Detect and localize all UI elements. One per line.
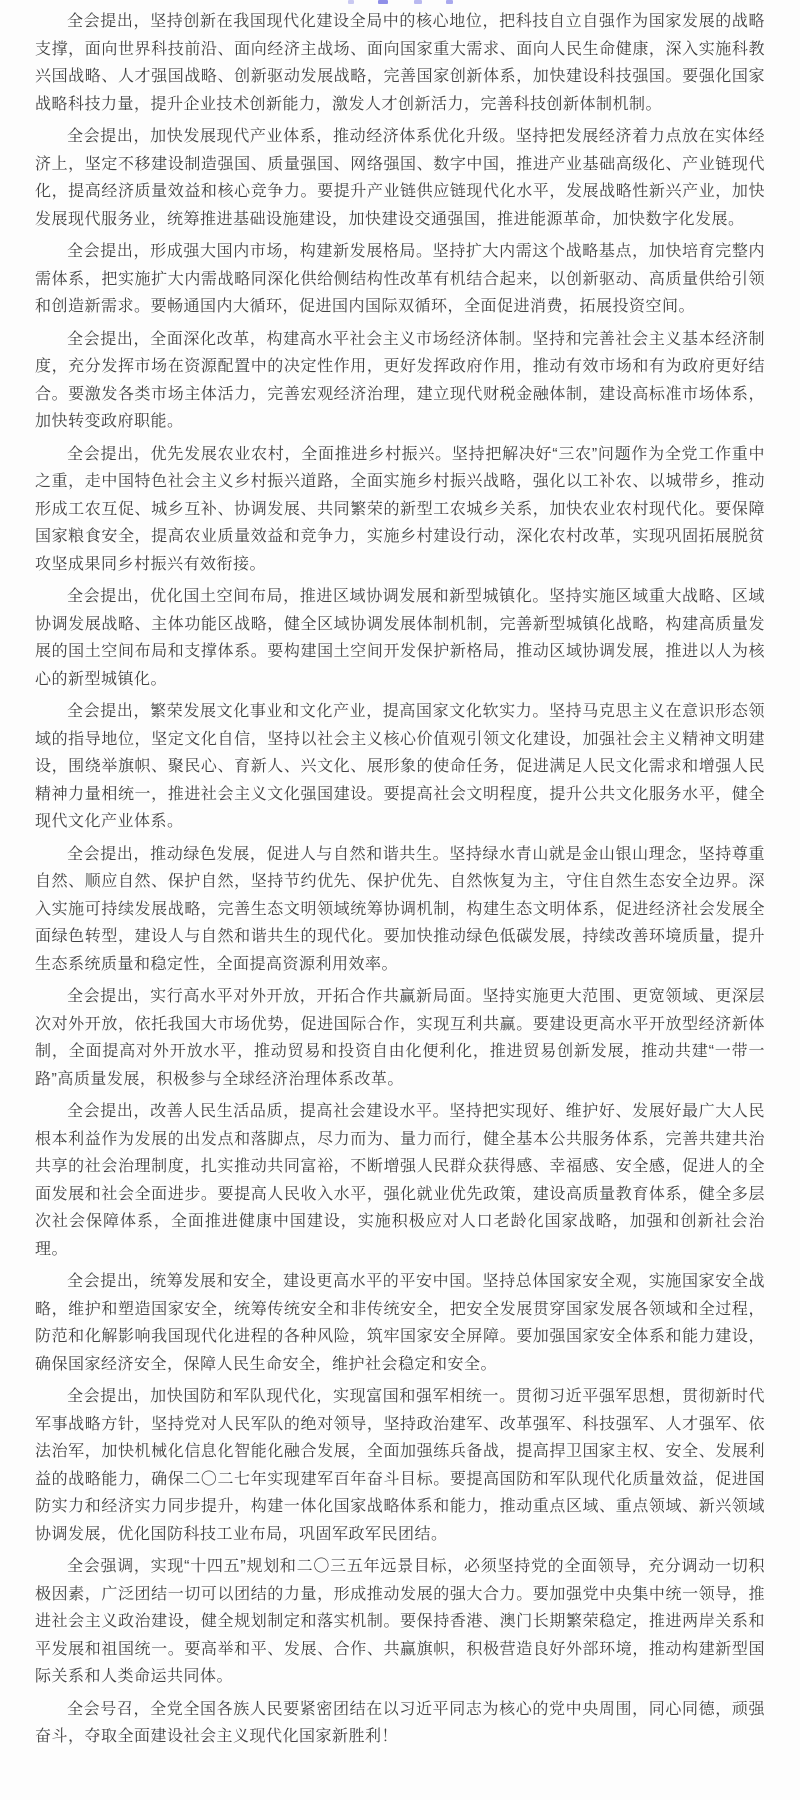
paragraph: 全会号召，全党全国各族人民要紧密团结在以习近平同志为核心的党中央周围，同心同德，顽强奋斗，夺取全面建设社会主义现代化国家新胜利！ xyxy=(35,1700,765,1745)
paragraph: 全会提出，全面深化改革，构建高水平社会主义市场经济体制。坚持和完善社会主义基本经济制度，充分发挥市场在资源配置中的决定性作用，更好发挥政府作用，推动有效市场和有为政府更好结合。要激发各类市场主体活力，完善宏观经济治理，建立现代财税金融体制，建设高标准市场体系，加快转变政府职能。 xyxy=(35,330,765,430)
paragraph: 全会提出，推动绿色发展，促进人与自然和谐共生。坚持绿水青山就是金山银山理念，坚持尊重自然、顺应自然、保护自然，坚持节约优先、保护优先、自然恢复为主，守住自然生态安全边界。深入实施可持续发展战略，完善生态文明领域统筹协调机制，构建生态文明体系，促进经济社会发展全面绿色转型，建设人与自然和谐共生的现代化。要加快推动绿色低碳发展，持续改善环境质量，提升生态系统质量和稳定性，全面提高资源利用效率。 xyxy=(35,845,765,973)
link-fragment-dot xyxy=(446,0,453,4)
paragraph: 全会提出，改善人民生活品质，提高社会建设水平。坚持把实现好、维护好、发展好最广大人民根本利益作为发展的出发点和落脚点，尽力而为、量力而行，健全基本公共服务体系，完善共建共治共享的社会治理制度，扎实推动共同富裕，不断增强人民群众获得感、幸福感、安全感，促进人的全面发展和社会全面进步。要提高人民收入水平，强化就业优先政策，建设高质量教育体系，健全多层次社会保障体系，全面推进健康中国建设，实施积极应对人口老龄化国家战略，加强和创新社会治理。 xyxy=(35,1103,765,1258)
cropped-link-fragment xyxy=(348,0,464,5)
paragraph: 全会强调，实现“十四五”规划和二〇三五年远景目标，必须坚持党的全面领导，充分调动一切积极因素，广泛团结一切可以团结的力量，形成推动发展的强大合力。要加强党中央集中统一领导，推进社会主义政治建设，健全规划制定和落实机制。要保持香港、澳门长期繁荣稳定，推进两岸关系和平发展和祖国统一。要高举和平、发展、合作、共赢旗帜，积极营造良好外部环境，推动构建新型国际关系和人类命运共同体。 xyxy=(35,1558,765,1685)
paragraph: 全会提出，优先发展农业农村，全面推进乡村振兴。坚持把解决好“三农”问题作为全党工作重中之重，走中国特色社会主义乡村振兴道路，全面实施乡村振兴战略，强化以工补农、以城带乡，推动形成工农互促、城乡互补、协调发展、共同繁荣的新型工农城乡关系，加快农业农村现代化。要保障国家粮食安全，提高农业质量效益和竞争力，实施乡村建设行动，深化农村改革，实现巩固拓展脱贫攻坚成果同乡村振兴有效衔接。 xyxy=(35,445,765,573)
paragraph: 全会提出，统筹发展和安全，建设更高水平的平安中国。坚持总体国家安全观，实施国家安全战略，维护和塑造国家安全，统筹传统安全和非传统安全，把安全发展贯穿国家发展各领域和全过程，防范和化解影响我国现代化进程的各种风险，筑牢国家安全屏障。要加强国家安全体系和能力建设，确保国家经济安全，保障人民生命安全，维护社会稳定和安全。 xyxy=(35,1273,765,1373)
paragraph: 全会提出，加快发展现代产业体系，推动经济体系优化升级。坚持把发展经济着力点放在实体经济上，坚定不移建设制造强国、质量强国、网络强国、数字中国，推进产业基础高级化、产业链现代化，提高经济质量效益和核心竞争力。要提升产业链供应链现代化水平，发展战略性新兴产业，加快发展现代服务业，统筹推进基础设施建设，加快建设交通强国，推进能源革命，加快数字化发展。 xyxy=(35,128,765,228)
paragraph: 全会提出，实行高水平对外开放，开拓合作共赢新局面。坚持实施更大范围、更宽领域、更深层次对外开放，依托我国大市场优势，促进国际合作，实现互利共赢。要建设更高水平开放型经济新体制，全面提高对外开放水平，推动贸易和投资自由化便利化，推进贸易创新发展，推动共建“一带一路”高质量发展，积极参与全球经济治理体系改革。 xyxy=(35,988,765,1088)
paragraph: 全会提出，形成强大国内市场，构建新发展格局。坚持扩大内需这个战略基点，加快培育完整内需体系，把实施扩大内需战略同深化供给侧结构性改革有机结合起来，以创新驱动、高质量供给引领和创造新需求。要畅通国内大循环，促进国内国际双循环，全面促进消费，拓展投资空间。 xyxy=(35,243,765,315)
link-fragment-dot xyxy=(378,0,388,4)
link-fragment-dot xyxy=(348,0,354,4)
paragraph: 全会提出，加快国防和军队现代化，实现富国和强军相统一。贯彻习近平强军思想，贯彻新时代军事战略方针，坚持党对人民军队的绝对领导，坚持政治建军、改革强军、科技强军、人才强军、依法治军，加快机械化信息化智能化融合发展，全面加强练兵备战，提高捍卫国家主权、安全、发展利益的战略能力，确保二〇二七年实现建军百年奋斗目标。要提高国防和军队现代化质量效益，促进国防实力和经济实力同步提升，构建一体化国家战略体系和能力，推动重点区域、重点领域、新兴领域协调发展，优化国防科技工业布局，巩固军政军民团结。 xyxy=(35,1388,765,1543)
paragraph: 全会提出，繁荣发展文化事业和文化产业，提高国家文化软实力。坚持马克思主义在意识形态领域的指导地位，坚定文化自信，坚持以社会主义核心价值观引领文化建设，加强社会主义精神文明建设，围绕举旗帜、聚民心、育新人、兴文化、展形象的使命任务，促进满足人民文化需求和增强人民精神力量相统一，推进社会主义文化强国建设。要提高社会文明程度，提升公共文化服务水平，健全现代文化产业体系。 xyxy=(35,703,765,830)
link-fragment-dot xyxy=(414,0,422,4)
paragraph: 全会提出，优化国土空间布局，推进区域协调发展和新型城镇化。坚持实施区域重大战略、区域协调发展战略、主体功能区战略，健全区域协调发展体制机制，完善新型城镇化战略，构建高质量发展的国土空间布局和支撑体系。要构建国土空间开发保护新格局，推动区域协调发展，推进以人为核心的新型城镇化。 xyxy=(35,588,765,688)
paragraph: 全会提出，坚持创新在我国现代化建设全局中的核心地位，把科技自立自强作为国家发展的战略支撑，面向世界科技前沿、面向经济主战场、面向国家重大需求、面向人民生命健康，深入实施科教兴国战略、人才强国战略、创新驱动发展战略，完善国家创新体系，加快建设科技强国。要强化国家战略科技力量，提升企业技术创新能力，激发人才创新活力，完善科技创新体制机制。 xyxy=(35,13,765,113)
